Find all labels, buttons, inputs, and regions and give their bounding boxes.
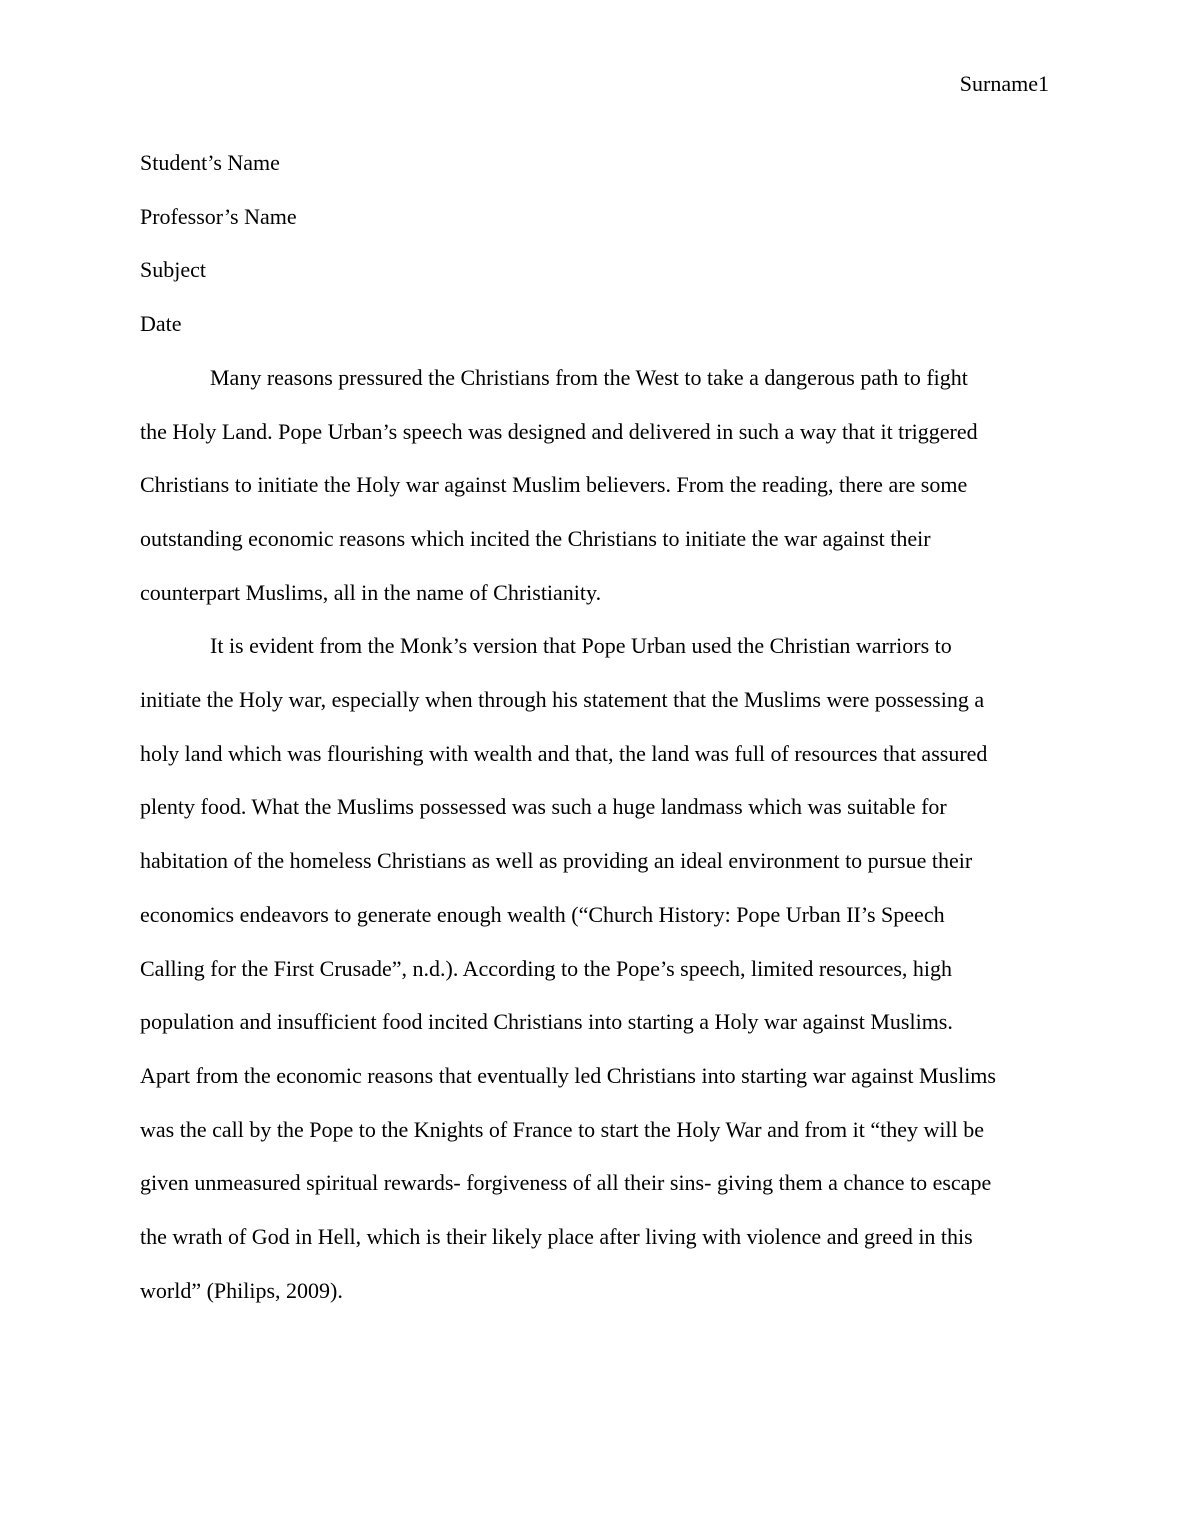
running-head: Surname1	[959, 71, 1049, 96]
paragraph-line: the wrath of God in Hell, which is their likely place after living with violence and greed in this	[140, 1224, 973, 1250]
paragraph-line: population and insufficient food incited Christians into starting a Holy war against Muslims.	[140, 1009, 953, 1035]
document-body	[140, 136, 1052, 1317]
paragraph-line: Calling for the First Crusade”, n.d.). According to the Pope’s speech, limited resources, high	[140, 955, 953, 981]
paragraph-line: given unmeasured spiritual rewards- forgiveness of all their sins- giving them a chance to escape	[140, 1170, 992, 1196]
paragraph-line: counterpart Muslims, all in the name of Christianity.	[140, 579, 602, 605]
paragraph-line: plenty food. What the Muslims possessed was such a huge landmass which was suitable for	[140, 794, 947, 820]
student-name: Student’s Name	[140, 150, 280, 175]
paragraph-line: economics endeavors to generate enough wealth (“Church History: Pope Urban II’s Speech	[140, 901, 945, 927]
paragraph-line: outstanding economic reasons which incited the Christians to initiate the war against their	[140, 525, 931, 551]
subject: Subject	[140, 257, 206, 283]
paragraph-line: Christians to initiate the Holy war against Muslim believers. From the reading, there are some	[140, 472, 968, 498]
paragraph-line: It is evident from the Monk’s version that Pope Urban used the Christian warriors to	[210, 633, 952, 659]
paragraph-line: habitation of the homeless Christians as well as providing an ideal environment to pursue their	[140, 848, 973, 874]
paragraph-line: Many reasons pressured the Christians from the West to take a dangerous path to fight	[210, 364, 968, 390]
paragraph-line: was the call by the Pope to the Knights of France to start the Holy War and from it “they will be	[140, 1116, 985, 1142]
paragraph-line: initiate the Holy war, especially when through his statement that the Muslims were possessing a	[140, 687, 985, 713]
paragraph-line: holy land which was flourishing with wealth and that, the land was full of resources that assured	[140, 740, 988, 766]
date: Date	[140, 311, 182, 337]
paragraph-2	[140, 619, 1052, 1317]
paragraph-line: the Holy Land. Pope Urban’s speech was designed and delivered in such a way that it triggered	[140, 418, 978, 444]
paragraph-line: Apart from the economic reasons that eventually led Christians into starting war against Muslims	[140, 1062, 996, 1088]
professor-name: Professor’s Name	[140, 203, 297, 229]
paragraph-1	[140, 351, 1052, 620]
paragraph-line: world” (Philips, 2009).	[140, 1277, 343, 1303]
